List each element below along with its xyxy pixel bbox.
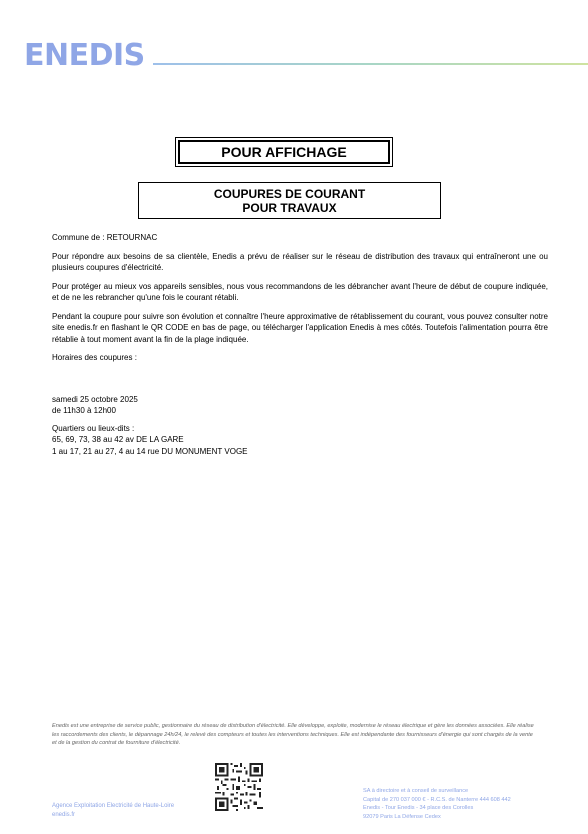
legal-line: Enedis - Tour Enedis - 34 place des Corolles xyxy=(363,805,474,812)
legal-line: 92079 Paris La Défense Cedex xyxy=(363,813,441,820)
legal-info xyxy=(363,787,511,821)
agency-website-link[interactable]: enedis.fr xyxy=(52,812,76,818)
pour-affichage-title: POUR AFFICHAGE xyxy=(178,140,390,164)
coupures-title-line1: COUPURES DE COURANT xyxy=(213,186,366,201)
quartier-item: 65, 69, 73, 38 au 42 av DE LA GARE xyxy=(52,435,184,444)
paragraph-suivi: Pendant la coupure pour suivre son évolution et connaître l'heure approximative de rétablissement du courant, vous pouvez consulter notre site enedis.fr en flashant le QR CODE en bas de page, ou télécharger l'application Enedis à mes côtés. Toutefois l'alimentation pourra être rétablie à tout moment avant la fin de la plage indiquée. xyxy=(52,311,548,344)
paragraph-intro: Pour répondre aux besoins de sa clientèle, Enedis a prévu de réaliser sur le réseau de distribution des travaux qui entraîneront une ou plusieurs coupures d'électricité. xyxy=(52,251,548,272)
qr-code[interactable] xyxy=(215,763,263,811)
header-gradient-line xyxy=(153,63,588,65)
legal-line: Capital de 270 037 000 € - R.C.S. de Nanterre 444 608 442 xyxy=(363,796,511,803)
quartiers-label: Quartiers ou lieux-dits : xyxy=(52,423,135,433)
quartier-item: 1 au 17, 21 au 27, 4 au 14 rue DU MONUMENT VOGE xyxy=(52,446,248,456)
agency-name: Agence Exploitation Electricité de Haute-Loire xyxy=(52,803,175,809)
coupures-title-line2: POUR TRAVAUX xyxy=(242,200,337,215)
agency-info xyxy=(52,802,174,820)
footer-company-note: Enedis est une entreprise de service public, gestionnaire du réseau de distribution d'électricité. Elle développe, exploite, modernise le réseau électrique et gère les données associées. Elle réalise les raccordements des clients, le dépannage 24h/24, le relevé des compteurs et toutes les interventions techniques. Elle est indépendante des fournisseurs d'énergie qui sont chargés de la vente et de la gestion du contrat de fourniture d'électricité. xyxy=(52,723,534,747)
horaires-label: Horaires des coupures : xyxy=(52,353,137,362)
commune-line: Commune de : RETOURNAC xyxy=(52,233,158,242)
legal-line: SA à directoire et à conseil de surveillance xyxy=(363,788,469,794)
coupure-date: samedi 25 octobre 2025 xyxy=(52,394,138,404)
pour-affichage-box xyxy=(175,137,393,167)
paragraph-protection: Pour protéger au mieux vos appareils sensibles, nous vous recommandons de les débrancher avant l'heure de début de coupure indiquée, et de ne les rebrancher qu'une fois le courant rétabli. xyxy=(52,281,548,302)
notice-body xyxy=(52,232,548,457)
coupure-time: de 11h30 à 12h00 xyxy=(52,406,116,415)
coupures-title-box xyxy=(138,182,441,219)
enedis-logo: ENEDIS xyxy=(24,38,145,73)
